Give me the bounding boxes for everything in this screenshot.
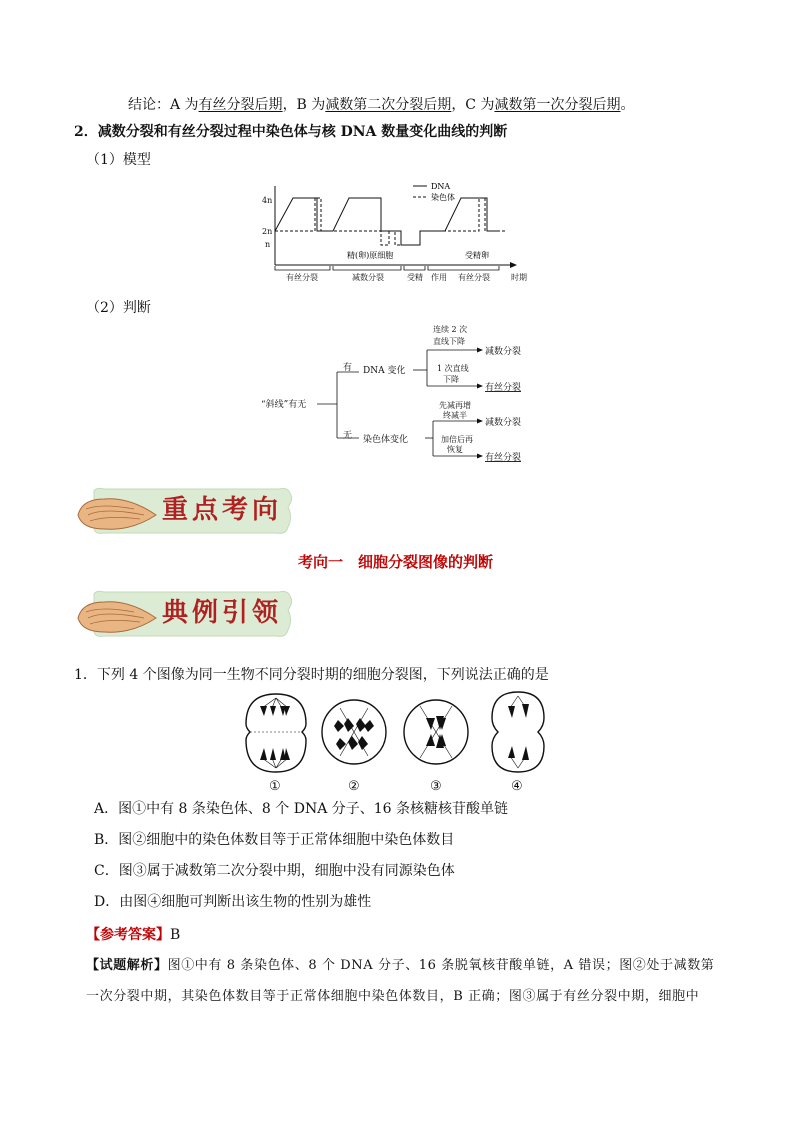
answer-label: 【参考答案】 <box>86 927 170 943</box>
x-axis-arrow <box>510 262 517 268</box>
conclusion-line <box>128 95 634 115</box>
phase-5: 有丝分裂 <box>458 273 490 282</box>
analysis-label: 【试题解析】 <box>86 958 168 973</box>
cell-figure-2 <box>322 700 386 764</box>
option-b: B．图②细胞中的染色体数目等于正常体细胞中染色体数目 <box>94 832 455 848</box>
option-d: D．由图④细胞可判断出该生物的性别为雄性 <box>94 894 372 910</box>
chromosome-curve <box>275 198 505 245</box>
conclusion-b: 减数第二次分裂后期 <box>325 97 452 113</box>
result-meiosis-1: 减数分裂 <box>485 347 522 357</box>
band-top-left: 精(卵)原细胞 <box>347 251 394 260</box>
arrow-4 <box>477 454 483 459</box>
cell-figures <box>240 688 556 794</box>
analysis-line-2: 一次分裂中期，其染色体数目等于正常体细胞中染色体数目，B 正确；图③属于有丝分裂中期，细胞中 <box>86 989 700 1004</box>
dna-cond1-line2: 直线下降 <box>433 337 465 346</box>
analysis-text-1: 图①中有 8 条染色体、8 个 DNA 分子、16 条脱氧核苷酸单链，A 错误；图②处于减数第 <box>167 958 715 973</box>
cell-figure-1 <box>246 694 306 772</box>
arrow-3 <box>477 419 483 424</box>
dna-cond1-line1: 连续 2 次 <box>433 325 468 334</box>
decision-flow <box>255 320 555 470</box>
figure-label-3: ③ <box>430 779 442 794</box>
option-c: C．图③属于减数第二次分裂中期，细胞中没有同源染色体 <box>94 863 455 879</box>
flow-yes: 有 <box>343 363 353 373</box>
conclusion-a: 有丝分裂后期 <box>198 97 283 113</box>
x-axis-label: 时期 <box>511 273 527 282</box>
option-a: A．图①中有 8 条染色体、8 个 DNA 分子、16 条核糖核苷酸单链 <box>94 801 509 817</box>
flow-root: “斜线”有无 <box>261 400 307 410</box>
analysis-line-1 <box>86 957 746 975</box>
phase-1: 有丝分裂 <box>286 273 318 282</box>
legend-chromosome: 染色体 <box>431 193 455 202</box>
dna-cond2-line1: 1 次直线 <box>437 364 469 373</box>
answer-line <box>86 925 180 945</box>
chr-cond1-line1: 先减再增 <box>439 401 471 410</box>
banner-key-text: 重点考向 <box>162 495 283 525</box>
result-mitosis-2: 有丝分裂 <box>485 453 522 463</box>
arrow-2 <box>477 384 483 389</box>
dna-cond2-line2: 下降 <box>443 375 459 384</box>
dna-curve <box>275 198 499 245</box>
conclusion-mid1: ，B 为 <box>282 97 326 113</box>
section2-title: 2．减数分裂和有丝分裂过程中染色体与核 DNA 数量变化曲线的判断 <box>74 124 508 140</box>
ytick-4n: 4n <box>262 196 273 205</box>
flow-no: 无 <box>343 431 353 441</box>
legend-dna: DNA <box>431 182 451 191</box>
cell-figure-3 <box>404 700 468 764</box>
conclusion-end: 。 <box>620 97 635 113</box>
judge-label: （2）判断 <box>86 300 151 316</box>
conclusion-prefix: 结论：A 为 <box>128 97 199 113</box>
chr-cond1-line2: 终减半 <box>443 411 467 420</box>
flow-chromosome-change: 染色体变化 <box>363 435 409 445</box>
banner-key-direction <box>74 485 296 537</box>
phase-2: 减数分裂 <box>352 273 384 282</box>
answer-value: B <box>170 927 181 943</box>
flow-dna-change: DNA 变化 <box>363 366 406 376</box>
arrow-1 <box>477 348 483 353</box>
phase-3: 受精 <box>407 273 423 282</box>
figure-label-4: ④ <box>511 779 523 794</box>
topic-title: 考向一 细胞分裂图像的判断 <box>298 553 494 571</box>
question-stem: 1．下列 4 个图像为同一生物不同分裂时期的细胞分裂图，下列说法正确的是 <box>74 667 549 683</box>
result-mitosis-1: 有丝分裂 <box>485 383 522 393</box>
figure-label-2: ② <box>348 779 360 794</box>
figure-label-1: ① <box>269 779 281 794</box>
ytick-2n: 2n <box>262 227 273 236</box>
model-label: （1）模型 <box>86 152 151 168</box>
conclusion-mid2: ，C 为 <box>451 97 495 113</box>
chr-cond2-line1: 加倍后再 <box>441 435 473 444</box>
chr-cond2-line2: 恢复 <box>447 445 463 454</box>
result-meiosis-2: 减数分裂 <box>485 418 522 428</box>
phase-4: 作用 <box>431 273 447 282</box>
ytick-n: n <box>265 240 271 249</box>
model-chart <box>255 178 540 283</box>
band-top-right: 受精卵 <box>465 251 489 260</box>
conclusion-c: 减数第一次分裂后期 <box>494 97 621 113</box>
banner-example <box>74 588 296 640</box>
banner-example-text: 典例引领 <box>162 598 283 628</box>
cell-figure-4 <box>492 692 544 772</box>
